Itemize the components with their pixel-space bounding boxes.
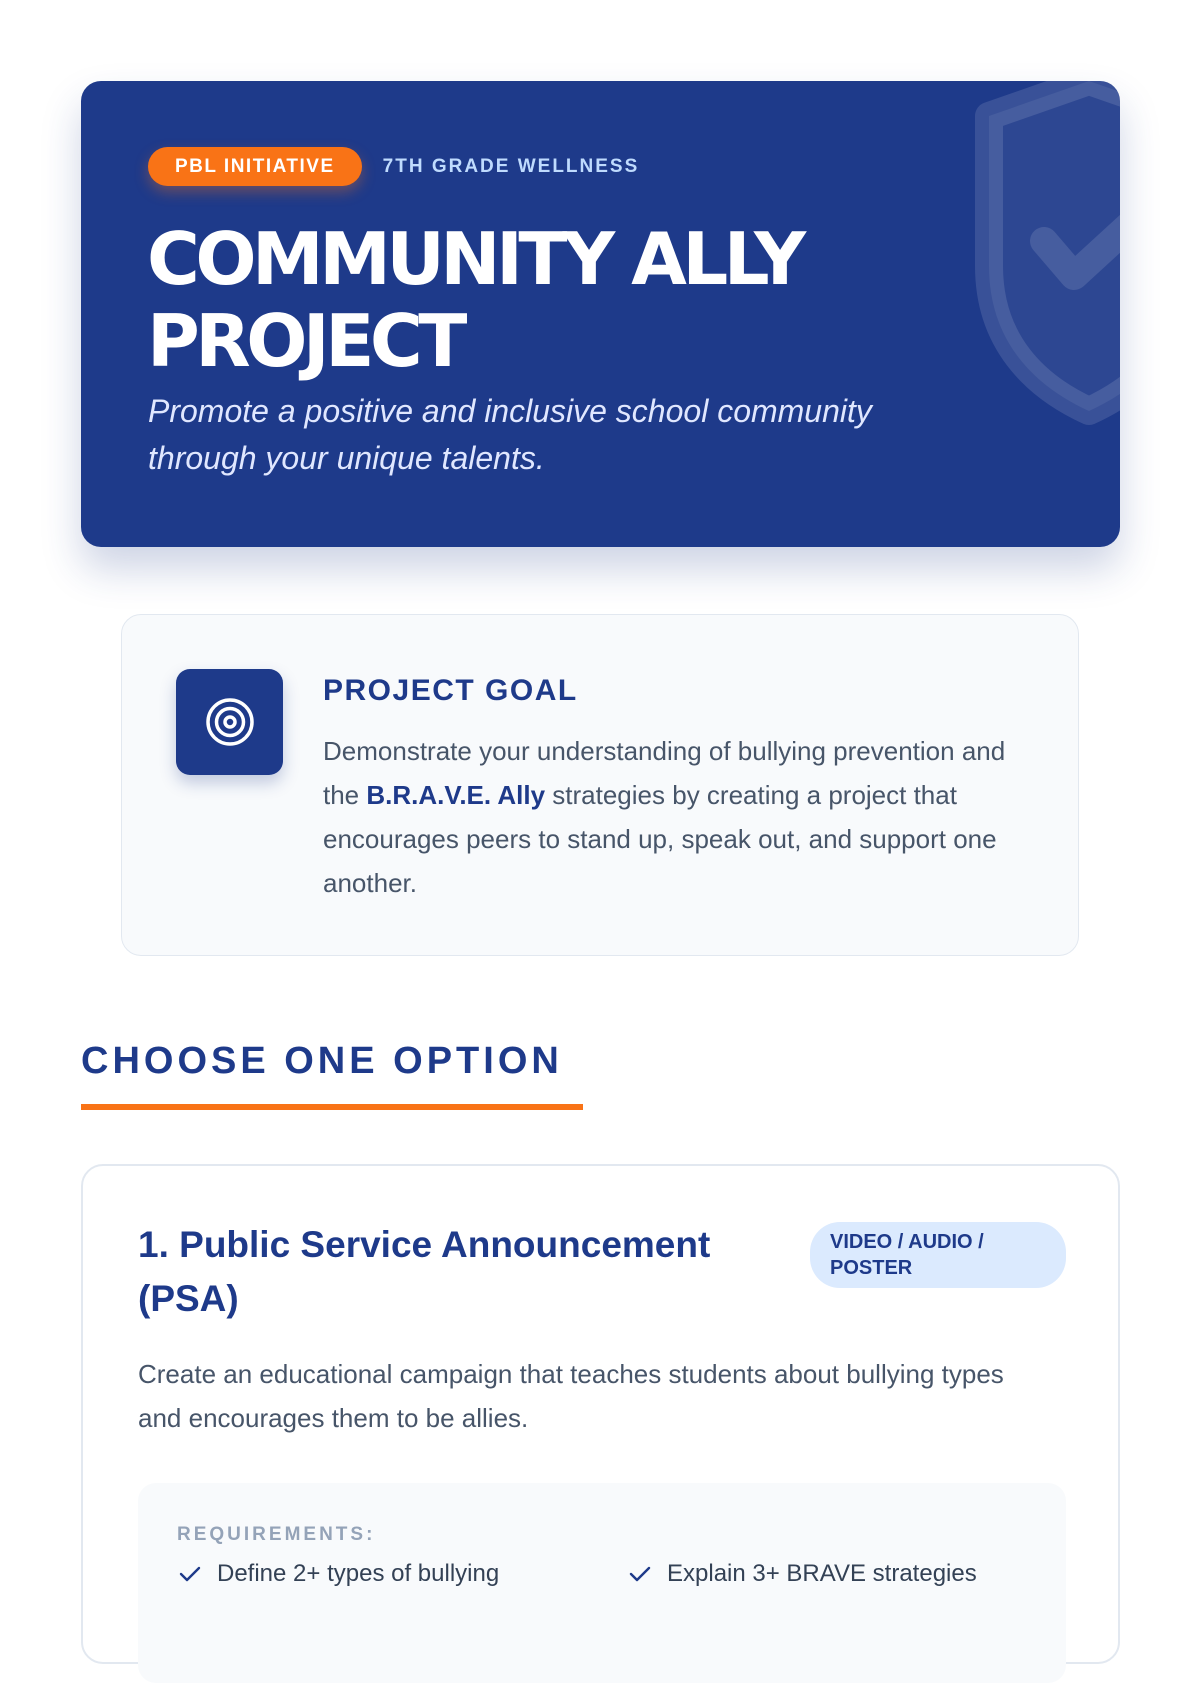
requirement-text: Define 2+ types of bullying	[217, 1560, 500, 1587]
option-title: 1. Public Service Announcement (PSA)	[138, 1224, 711, 1319]
title-line-2: PROJECT	[147, 299, 463, 383]
initiative-badge: PBL INITIATIVE	[148, 147, 362, 186]
subtitle-line-1: Promote a positive and inclusive school community	[148, 393, 872, 429]
requirement-text: Explain 3+ BRAVE strategies	[667, 1560, 977, 1587]
check-icon	[627, 1561, 653, 1587]
requirement-item	[627, 1560, 977, 1588]
check-icon	[177, 1561, 203, 1587]
hero-subtitle	[148, 388, 1008, 482]
requirements-box	[138, 1483, 1066, 1683]
subtitle-line-2: through your unique talents.	[148, 440, 545, 476]
shield-check-icon	[969, 81, 1120, 426]
requirement-item	[177, 1560, 499, 1588]
goal-text-start: Demonstrate your understanding of bullying prevention and the	[323, 736, 1006, 810]
title-line-1: COMMUNITY ALLY	[147, 217, 802, 301]
hero-banner	[81, 81, 1120, 547]
goal-text-end: strategies by creating a project that encourages peers to stand up, speak out, and support one another.	[323, 780, 997, 898]
option-card-psa[interactable]	[81, 1164, 1120, 1664]
page-title	[147, 218, 947, 382]
grade-label: 7TH GRADE WELLNESS	[382, 155, 640, 177]
brave-ally-highlight: B.R.A.V.E. Ally	[366, 780, 546, 810]
target-icon	[176, 669, 283, 775]
section-underline	[81, 1104, 583, 1110]
format-badge: VIDEO / AUDIO / POSTER	[810, 1222, 1066, 1288]
project-goal-card	[121, 614, 1079, 956]
goal-title: PROJECT GOAL	[323, 674, 578, 707]
section-heading: CHOOSE ONE OPTION	[81, 1040, 563, 1082]
goal-text	[323, 729, 1033, 905]
requirements-label: REQUIREMENTS:	[177, 1524, 376, 1545]
option-description: Create an educational campaign that teaches students about bullying types and encourages them to be allies.	[138, 1359, 1004, 1433]
